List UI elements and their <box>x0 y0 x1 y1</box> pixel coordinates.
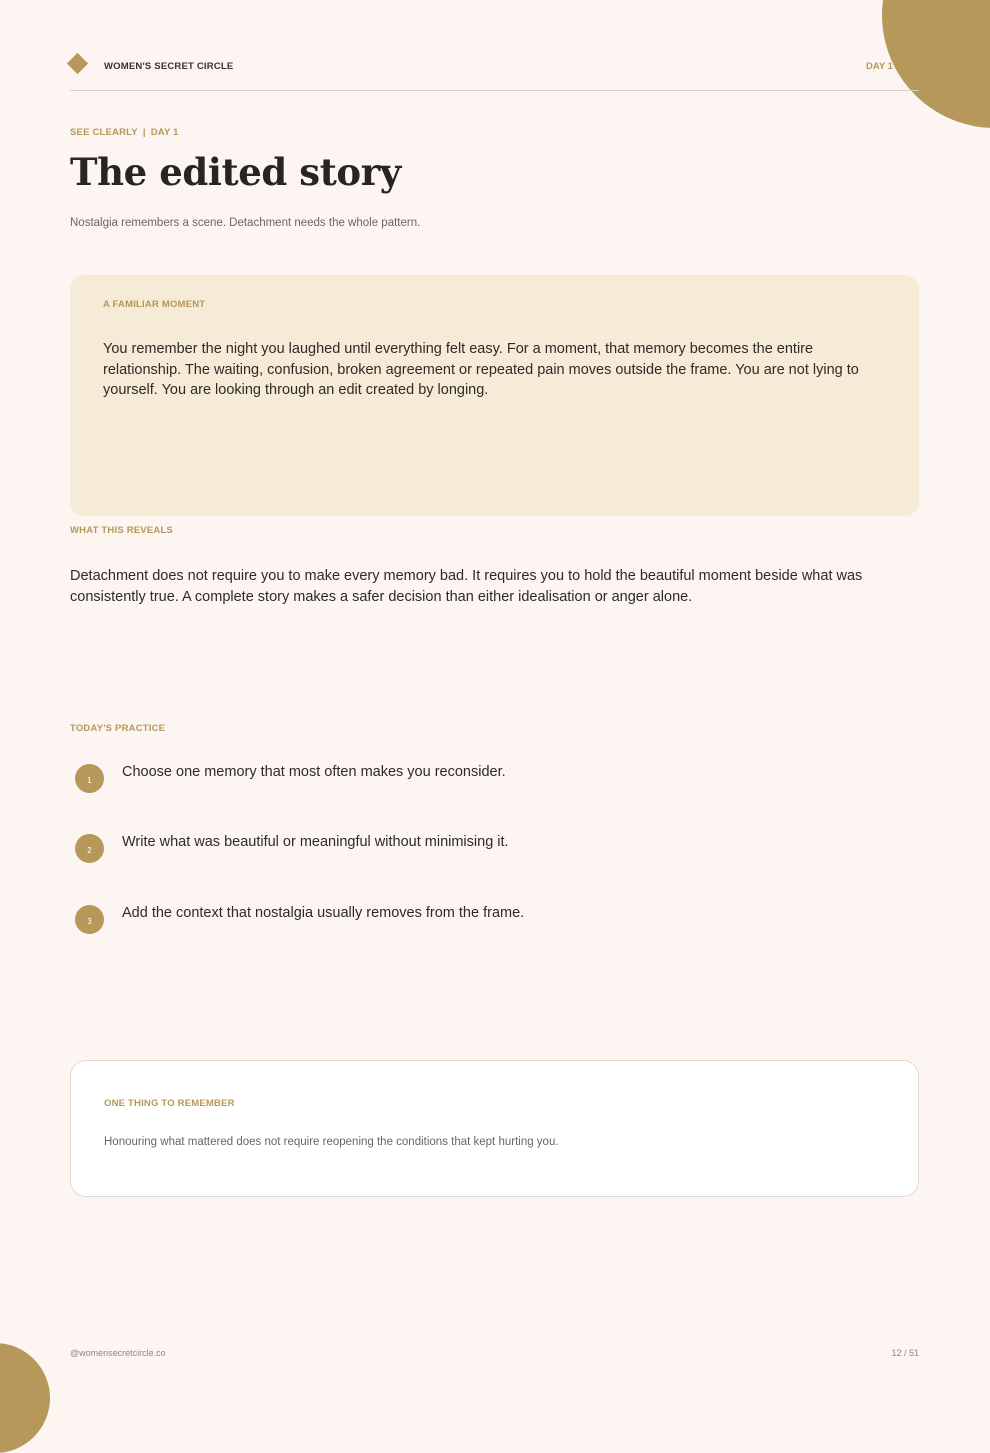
page-number: 12 / 51 <box>891 1348 919 1358</box>
eyebrow-separator: | <box>142 127 146 138</box>
corner-decoration-bottom-left <box>0 1343 50 1453</box>
page-title: The edited story <box>70 150 401 194</box>
step-text: Choose one memory that most often makes you reconsider. <box>122 764 506 780</box>
section-eyebrow <box>70 127 179 138</box>
familiar-moment-text: You remember the night you laughed until everything felt easy. For a moment, that memory becomes the entire relationship. The waiting, confusion, broken agreement or repeated pain moves outside the frame. You are not lying to yourself. You are looking through an edit created by longing. <box>103 341 859 398</box>
page-header <box>70 52 919 91</box>
step-text: Write what was beautiful or meaningful without minimising it. <box>122 834 509 850</box>
practice-step <box>75 834 915 864</box>
brand-name: WOMEN'S SECRET CIRCLE <box>104 61 234 72</box>
remember-card <box>70 1060 919 1197</box>
diamond-logo-icon <box>67 53 88 74</box>
reveals-text: Detachment does not require you to make every memory bad. It requires you to hold the beautiful moment beside what was consistently true. A complete story makes a safer decision than either idealisation or anger alone. <box>70 568 863 605</box>
remember-label: ONE THING TO REMEMBER <box>104 1098 235 1109</box>
section-day: DAY 1 <box>150 127 179 138</box>
page-subtitle: Nostalgia remembers a scene. Detachment needs the whole pattern. <box>70 217 421 229</box>
reveals-label: WHAT THIS REVEALS <box>70 525 173 536</box>
familiar-moment-label: A FAMILIAR MOMENT <box>103 299 206 310</box>
practice-step <box>75 905 915 935</box>
practice-label: TODAY'S PRACTICE <box>70 723 166 734</box>
step-text: Add the context that nostalgia usually removes from the frame. <box>122 905 525 921</box>
step-number-badge: 1 <box>75 764 104 793</box>
practice-step <box>75 764 915 794</box>
familiar-moment-card <box>70 275 919 516</box>
social-handle: @womensecretcircle.co <box>70 1348 166 1358</box>
step-number-badge: 2 <box>75 834 104 863</box>
section-category: SEE CLEARLY <box>70 127 138 138</box>
day-counter: DAY 1 O <box>866 61 903 72</box>
remember-text: Honouring what mattered does not require reopening the conditions that kept hurting you. <box>104 1136 559 1148</box>
step-number-badge: 3 <box>75 905 104 934</box>
